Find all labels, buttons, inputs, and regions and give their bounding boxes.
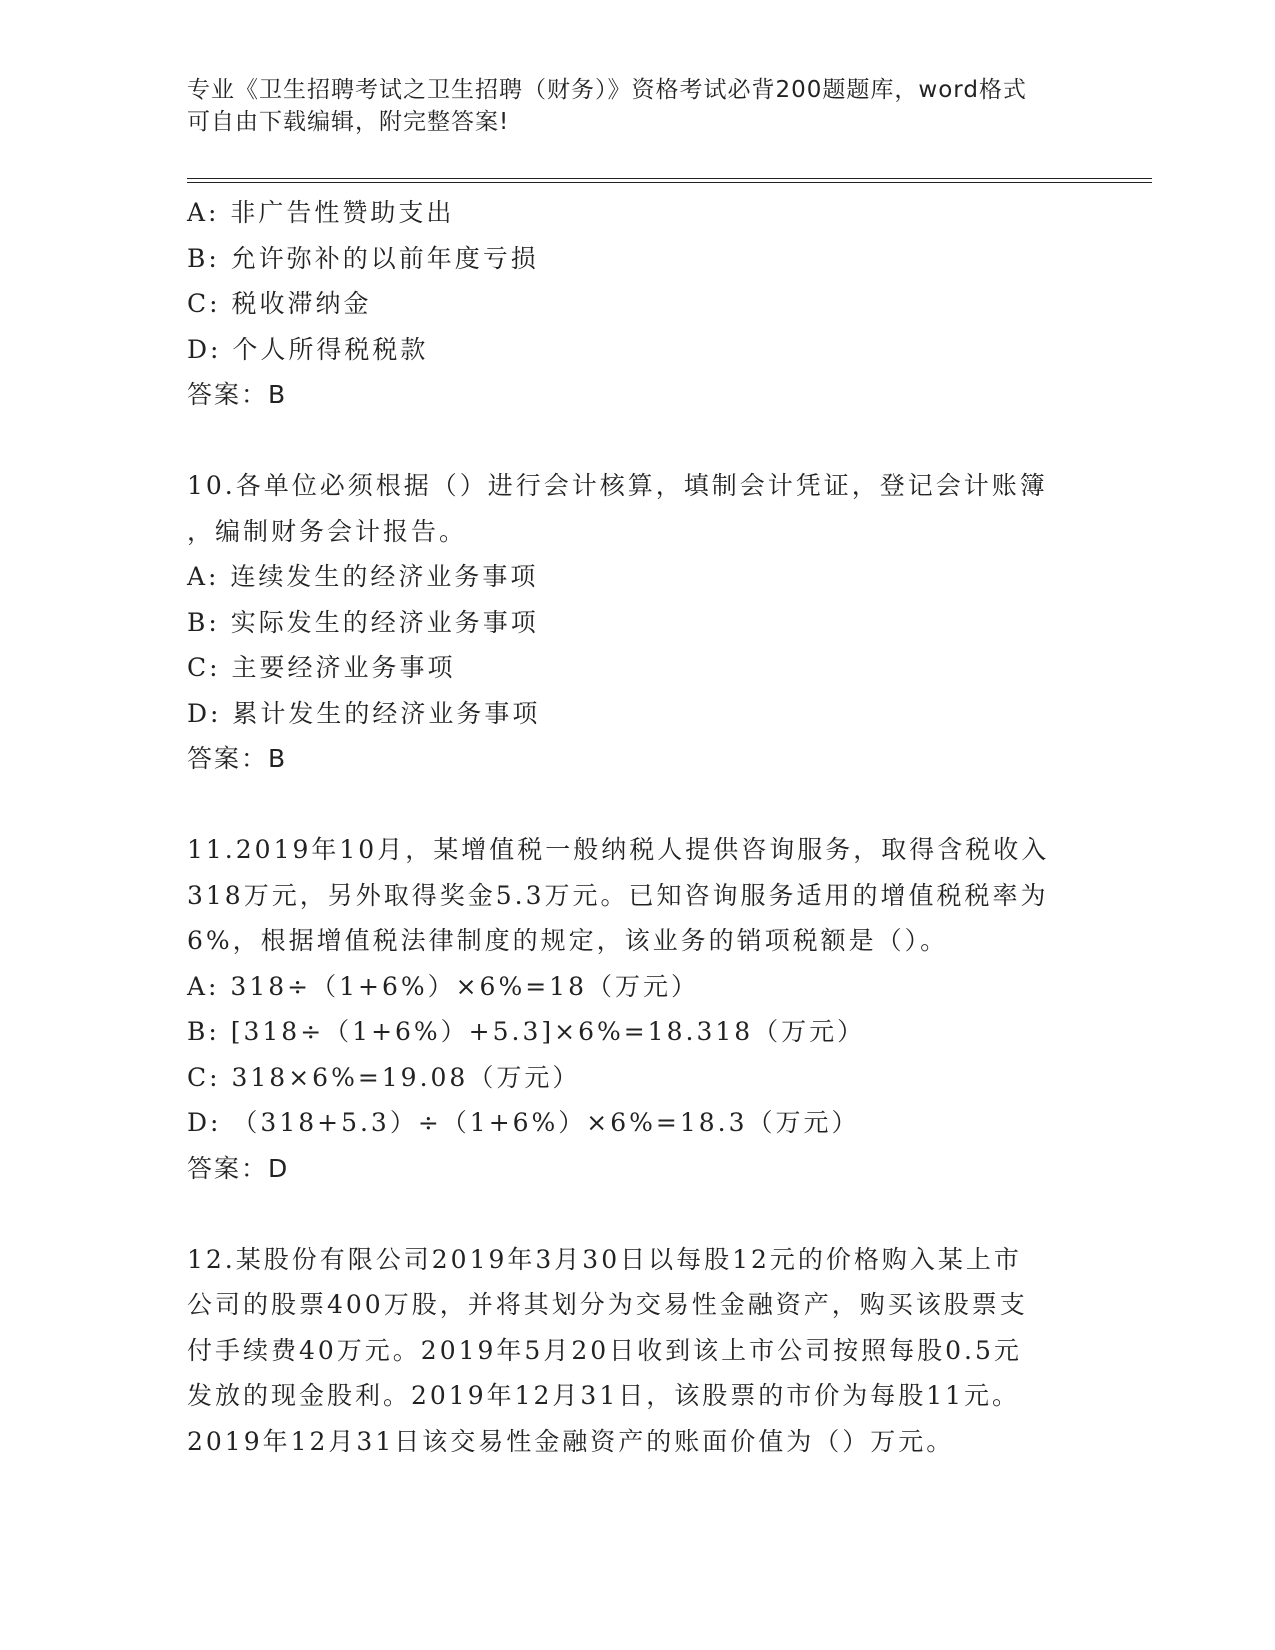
option-d: D: （318+5.3）÷（1+6%）×6%=18.3（万元） (187, 1108, 860, 1137)
stem-line: 付手续费40万元。2019年5月20日收到该上市公司按照每股0.5元 (187, 1335, 1022, 1365)
stem-line: 2019年12月31日该交易性金融资产的账面价值为（）万元。 (187, 1426, 955, 1456)
option-c: C: 318×6%=19.08（万元） (187, 1062, 581, 1092)
stem-line: ，编制财务会计报告。 (187, 516, 468, 546)
question-11-options (187, 964, 1087, 1146)
spacer (187, 418, 1087, 464)
question-10-options (187, 554, 1087, 736)
option-d: D: 个人所得税税款 (187, 334, 429, 364)
question-9-answer: 答案：B (187, 380, 288, 409)
header-divider-bottom (187, 182, 1152, 183)
option-b: B: 实际发生的经济业务事项 (187, 607, 539, 637)
spacer (187, 782, 1087, 828)
stem-line: 12.某股份有限公司2019年3月30日以每股12元的价格购入某上市 (187, 1244, 1022, 1274)
header-title-line-2: 可自由下载编辑，附完整答案! (187, 109, 510, 135)
option-b: B: 允许弥补的以前年度亏损 (187, 243, 539, 273)
stem-line: 11.2019年10月，某增值税一般纳税人提供咨询服务，取得含税收入 (187, 835, 1050, 864)
document-header (187, 74, 1067, 138)
question-11-answer: 答案：D (187, 1153, 290, 1183)
question-10-answer: 答案：B (187, 744, 288, 773)
question-9-options (187, 190, 1087, 372)
question-10-stem (187, 463, 1087, 554)
option-c: C: 主要经济业务事项 (187, 653, 456, 682)
stem-line: 6%，根据增值税法律制度的规定，该业务的销项税额是（）。 (187, 926, 949, 955)
question-11-stem (187, 827, 1087, 964)
header-title-line-1: 专业《卫生招聘考试之卫生招聘（财务）》资格考试必背200题题库，word格式 (187, 77, 1027, 103)
option-d: D: 累计发生的经济业务事项 (187, 698, 541, 728)
option-a: A: 连续发生的经济业务事项 (187, 562, 539, 591)
stem-line: 发放的现金股利。2019年12月31日，该股票的市价为每股11元。 (187, 1381, 1021, 1410)
header-divider-top (187, 178, 1152, 179)
question-12-stem (187, 1237, 1087, 1465)
stem-line: 318万元，另外取得奖金5.3万元。已知咨询服务适用的增值税税率为 (187, 880, 1049, 910)
option-b: B: [318÷（1+6%）+5.3]×6%=18.318（万元） (187, 1017, 866, 1046)
stem-line: 10.各单位必须根据（）进行会计核算，填制会计凭证，登记会计账簿 (187, 471, 1048, 500)
option-c: C: 税收滞纳金 (187, 289, 372, 318)
option-a: A: 318÷（1+6%）×6%=18（万元） (187, 971, 699, 1001)
spacer (187, 1191, 1087, 1237)
question-list (187, 190, 1087, 1464)
option-a: A: 非广告性赞助支出 (187, 198, 455, 227)
stem-line: 公司的股票400万股，并将其划分为交易性金融资产，购买该股票支 (187, 1290, 1028, 1319)
